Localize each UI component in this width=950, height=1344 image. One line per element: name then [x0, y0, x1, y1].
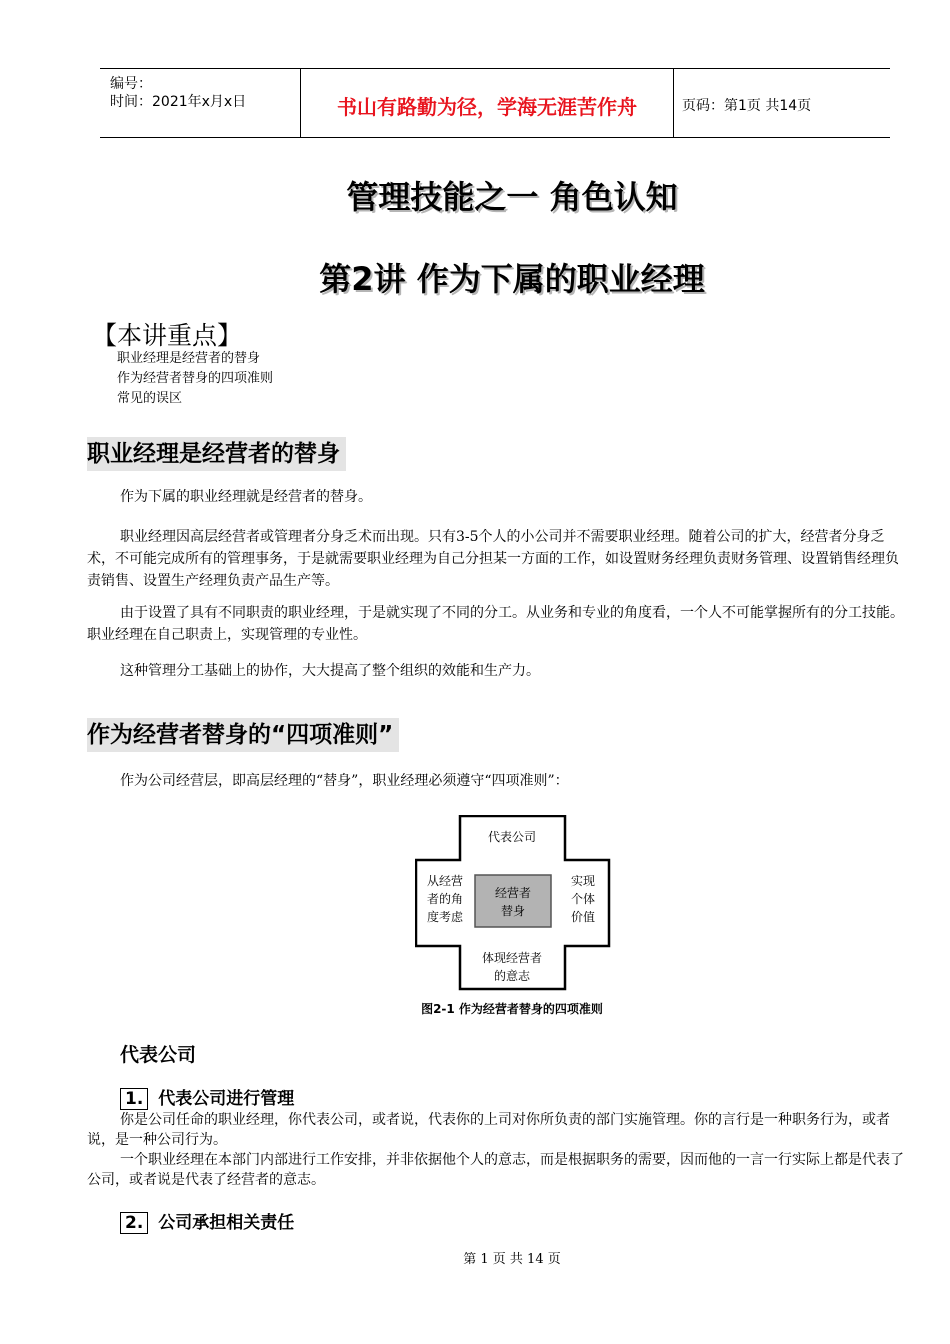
key-points-heading: 【本讲重点】 — [92, 321, 243, 350]
diagram-right-label: 价值 — [570, 910, 596, 924]
numbered-heading: 2. 公司承担相关责任 — [120, 1208, 294, 1234]
diagram-center-label: 经营者 — [494, 886, 532, 900]
diagram-center-label: 替身 — [500, 904, 526, 918]
section-heading: 职业经理是经营者的替身 — [87, 437, 346, 471]
header-left-cell — [100, 69, 301, 137]
key-point-item: 作为经营者替身的四项准则 — [117, 371, 274, 386]
main-title: 管理技能之一 角色认知 — [346, 178, 678, 216]
diagram-right-label: 实现 — [570, 874, 596, 888]
figure-caption: 图2-1 作为经营者替身的四项准则 — [421, 1002, 603, 1016]
header-table — [100, 68, 890, 138]
page-footer: 第 1 页 共 14 页 — [463, 1252, 561, 1267]
key-point-item: 职业经理是经营者的替身 — [117, 351, 261, 366]
diagram-top-label: 代表公司 — [487, 830, 537, 844]
page-info: 页码：第1页 共14页 — [682, 98, 812, 114]
header-center-cell — [301, 69, 674, 137]
center-box — [475, 875, 551, 927]
subsection-heading: 代表公司 — [120, 1044, 197, 1066]
number-label: 编号： — [110, 76, 152, 92]
motto: 书山有路勤为径，学海无涯苦作舟 — [337, 95, 637, 119]
paragraph: 一个职业经理在本部门内部进行工作安排，并非依据他个人的意志，而是根据职务的需要，因而他的一言一行实际上都是代表了公司，或者说是代表了经营者的意志。 — [87, 1152, 904, 1188]
paragraph: 作为下属的职业经理就是经营者的替身。 — [120, 489, 372, 505]
diagram-right-label: 个体 — [570, 892, 596, 906]
diagram-bottom-label: 体现经营者 — [481, 951, 543, 965]
diagram-left-label: 从经营 — [426, 874, 464, 888]
four-principles-diagram — [415, 815, 611, 991]
key-point-item: 常见的误区 — [117, 391, 183, 406]
diagram-bottom-label: 的意志 — [493, 969, 531, 983]
paragraph: 这种管理分工基础上的协作，大大提高了整个组织的效能和生产力。 — [120, 663, 540, 679]
diagram-left-label: 度考虑 — [426, 910, 464, 924]
paragraph: 职业经理因高层经营者或管理者分身乏术而出现。只有3-5个人的小公司并不需要职业经理。随着公司的扩大，经营者分身乏术，不可能完成所有的管理事务，于是就需要职业经理为自己分担某一方面的工作，如设置财务经理负责财务管理、设置销售经理负责销售、设置生产经理负责产品生产等。 — [87, 529, 899, 589]
paragraph: 你是公司任命的职业经理，你代表公司，或者说，代表你的上司对你所负责的部门实施管理。你的言行是一种职务行为，或者说，是一种公司行为。 — [87, 1112, 890, 1148]
time-label: 时间：2021年x月x日 — [110, 94, 247, 110]
paragraph: 作为公司经营层，即高层经理的“替身”，职业经理必须遵守“四项准则”： — [120, 773, 569, 789]
lecture-title: 第2讲 作为下属的职业经理 — [319, 260, 705, 298]
paragraph: 由于设置了具有不同职责的职业经理，于是就实现了不同的分工。从业务和专业的角度看，一个人不可能掌握所有的分工技能。职业经理在自己职责上，实现管理的专业性。 — [87, 605, 904, 643]
section-heading: 作为经营者替身的“四项准则” — [87, 718, 399, 752]
numbered-heading: 1. 代表公司进行管理 — [120, 1084, 294, 1110]
header-right-cell — [674, 69, 890, 137]
diagram-left-label: 者的角 — [426, 892, 464, 906]
